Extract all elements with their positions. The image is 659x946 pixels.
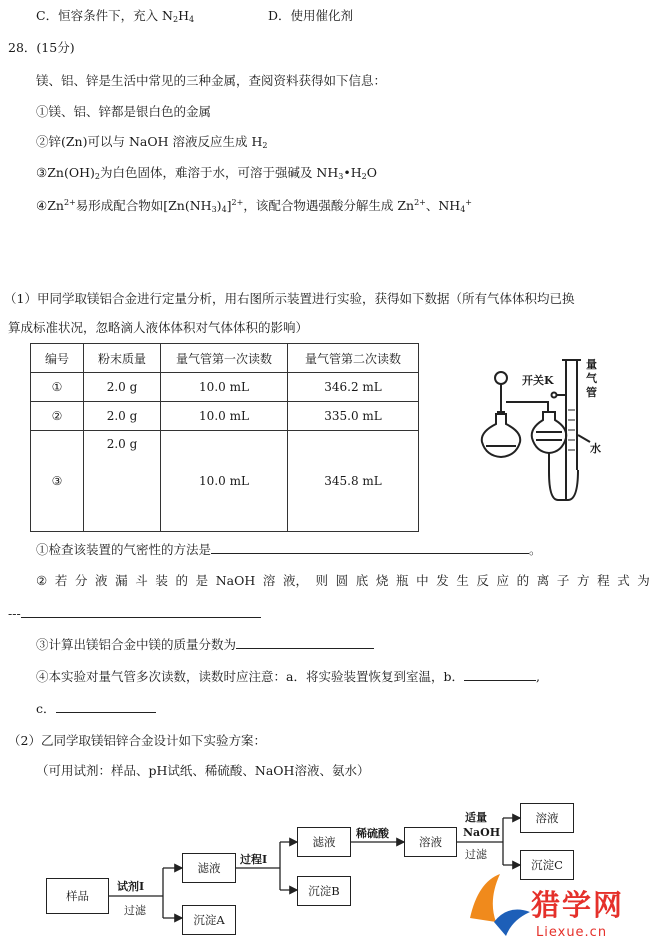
subq-2-word: 烧 — [375, 573, 389, 588]
option-c: C．恒容条件下，充入 $N_2H_4$ — [36, 8, 195, 24]
flow-label-appropriate: 适量 — [465, 811, 487, 824]
table-header: 编号 — [31, 344, 84, 373]
flow-box-precip-a: 沉淀A — [182, 905, 236, 935]
subq-2-word: 中 — [416, 573, 429, 588]
flow-label-reagent1: 试剂Ⅰ — [117, 880, 145, 893]
subq-2-word: 方 — [576, 573, 590, 588]
info-2: ②锌(Zn)可以与 NaOH 溶液反应生成 $H_2$ — [36, 134, 268, 150]
subq-2-word: 发 — [436, 573, 449, 588]
table-cell: 2.0 g — [84, 402, 161, 431]
switch-k-label: 开关K — [522, 374, 554, 387]
table-header: 量气管第二次读数 — [288, 344, 419, 373]
part1-text-line1: （1）甲同学取镁铝合金进行定量分析，用右图所示装置进行实验，获得如下数据（所有气体体积均已换 — [4, 291, 575, 306]
subq-2-word: 液 — [95, 573, 108, 588]
flow-label-dilute-acid: 稀硫酸 — [356, 827, 389, 840]
subq-4c: c． — [36, 700, 156, 717]
watermark-title: 猎学网 — [531, 888, 625, 922]
option-d: D．使用催化剂 — [268, 8, 354, 23]
subq-2-word: 是 — [195, 573, 209, 588]
part2-reagents: （可用试剂：样品、pH试纸、稀硫酸、NaOH溶液、氨水） — [36, 763, 370, 778]
flow-box-precip-c: 沉淀C — [520, 850, 574, 880]
subq-2-word: 反 — [476, 573, 489, 588]
subq-2-cont: --- — [8, 605, 261, 622]
gas-tube-label-2: 气 — [586, 372, 597, 385]
subq-2-word: 程 — [597, 573, 610, 588]
gas-tube-label-1: 量 — [586, 358, 597, 371]
table-cell: ② — [31, 402, 84, 431]
water-label: 水 — [590, 442, 601, 455]
subq-2-word: 装 — [155, 573, 168, 588]
table-cell: 10.0 mL — [161, 431, 288, 532]
table-cell: 335.0 mL — [288, 402, 419, 431]
table-cell: 10.0 mL — [161, 373, 288, 402]
subq-2-word: 为 — [637, 573, 650, 588]
table-cell: ③ — [31, 431, 84, 532]
question-number: 28．(15分) — [8, 40, 75, 55]
subq-2-word: 离 — [536, 573, 550, 588]
flow-box-solution2: 溶液 — [520, 803, 574, 833]
flow-box-precip-b: 沉淀B — [297, 876, 351, 906]
subq-2-word: 子 — [556, 573, 570, 588]
part2-title: （2）乙同学取镁铝锌合金设计如下实验方案： — [8, 733, 266, 748]
info-3: $③Zn(OH)_2$为白色固体，难溶于水，可溶于强碱及 $NH_3•H_2O$ — [36, 165, 377, 181]
table-cell: 345.8 mL — [288, 431, 419, 532]
subq-3: ③计算出镁铝合金中镁的质量分数为 — [36, 636, 374, 653]
subq-2-word: 式 — [617, 573, 630, 588]
table-header: 量气管第一次读数 — [161, 344, 288, 373]
gas-tube-label-3: 管 — [586, 386, 597, 399]
subq-2-word: 液， — [282, 573, 308, 588]
table-header: 粉末质量 — [84, 344, 161, 373]
subq-2-word: 的 — [175, 573, 188, 588]
subq-2-word: 分 — [74, 573, 88, 588]
subq-2-word: NaOH — [215, 573, 256, 588]
flow-box-filtrate1: 滤液 — [182, 853, 236, 883]
subq-2-word: 的 — [516, 573, 530, 588]
flow-box-sample: 样品 — [46, 878, 109, 914]
flow-label-filter2: 过滤 — [465, 848, 487, 861]
subq-2-word: 溶 — [262, 573, 276, 588]
flow-box-filtrate2: 滤液 — [297, 827, 351, 857]
flow-box-solution1: 溶液 — [404, 827, 457, 857]
info-4: $④Zn^{2+}$易形成配合物如$[Zn(NH_3)_4]^{2+}$，该配合物遇强酸分解生成 $Zn^{2+}$、$NH_4^+$ — [36, 198, 472, 214]
table-cell: 2.0 g — [84, 373, 161, 402]
subq-2-word: 漏 — [115, 573, 128, 588]
subq-2-word: 应 — [496, 573, 510, 588]
flow-label-filter1: 过滤 — [124, 904, 146, 917]
table-cell: 2.0 g — [84, 431, 161, 532]
watermark-url: Liexue.cn — [536, 925, 608, 940]
info-1: ①镁、铝、锌都是银白色的金属 — [36, 104, 212, 119]
flow-label-naoh: NaOH — [463, 826, 501, 839]
table-cell: 10.0 mL — [161, 402, 288, 431]
subq-2-word: 若 — [54, 573, 68, 588]
subq-2-word: 底 — [355, 573, 369, 588]
subq-2-word: ② — [36, 573, 48, 588]
part1-text-line2: 算成标准状况，忽略滴人液体体积对气体体积的影响） — [8, 320, 309, 335]
subq-2-word: 则 — [315, 573, 329, 588]
subq-2-word: 生 — [456, 573, 469, 588]
table-cell: ① — [31, 373, 84, 402]
flow-label-process1: 过程Ⅰ — [240, 853, 268, 866]
subq-2-word: 瓶 — [395, 573, 409, 588]
subq-2-word: 斗 — [135, 573, 148, 588]
subq-2-word: 圆 — [335, 573, 349, 588]
question-intro: 镁、铝、锌是生活中常见的三种金属，查阅资料获得如下信息： — [36, 73, 387, 88]
table-cell: 346.2 mL — [288, 373, 419, 402]
subq-4: ④本实验对量气管多次读数，读数时应注意：a．将实验装置恢复到室温，b． , — [36, 669, 540, 684]
subq-1: ①检查该装置的气密性的方法是 。 — [36, 542, 542, 557]
